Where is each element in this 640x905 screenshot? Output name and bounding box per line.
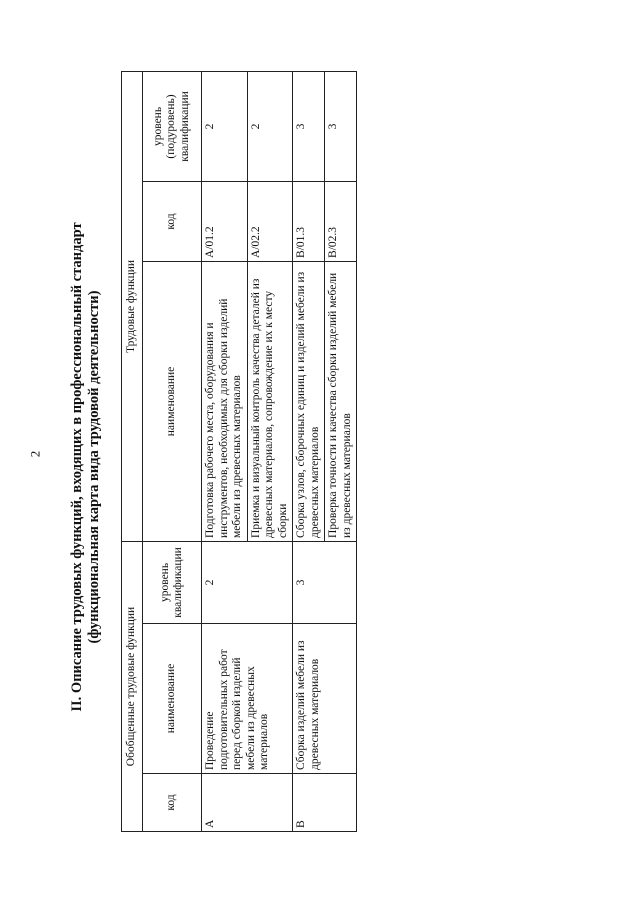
function-level: 3 — [325, 71, 357, 181]
function-code: B/02.3 — [325, 181, 357, 261]
group-name: Сборка изделий мебели из древесных материалов — [293, 624, 357, 774]
function-code: A/02.2 — [247, 181, 293, 261]
group-code: B — [293, 774, 357, 832]
generalized-functions-header: Обобщенные трудовые функции — [122, 541, 143, 831]
function-level: 3 — [293, 71, 325, 181]
page-number: 2 — [27, 450, 43, 458]
group-level: 2 — [202, 541, 293, 623]
function-code: B/01.3 — [293, 181, 325, 261]
table-row — [202, 71, 248, 831]
function-code: A/01.2 — [202, 181, 248, 261]
rotated-page-content — [65, 72, 575, 862]
section-title-line-2: (функциональная карта вида трудовой деятельности) — [86, 290, 102, 644]
group-name: Проведение подготовительных работ перед сборкой изделий мебели из древесных материалов — [202, 624, 293, 774]
function-name: Проверка точности и качества сборки изделий мебели из древесных материалов — [325, 261, 357, 541]
function-level: 2 — [247, 71, 293, 181]
section-title — [69, 72, 121, 862]
group-code: A — [202, 774, 293, 832]
column-header-function-level: уровень (подуровень) квалификации — [143, 71, 202, 181]
function-name: Подготовка рабочего места, оборудования и инструментов, необходимых для сборки изделий мебели из древесных материалов — [202, 261, 248, 541]
functional-map-table — [121, 71, 357, 832]
labor-functions-header: Трудовые функции — [122, 71, 143, 541]
column-header-code: код — [143, 774, 202, 832]
table-row — [293, 71, 325, 831]
function-level: 2 — [202, 71, 248, 181]
column-header-function-code: код — [143, 181, 202, 261]
column-header-level: уровень квалификации — [143, 541, 202, 623]
function-name: Сборка узлов, сборочных единиц и изделий мебели из древесных материалов — [293, 261, 325, 541]
group-level: 3 — [293, 541, 357, 623]
column-header-function-name: наименование — [143, 261, 202, 541]
column-header-name: наименование — [143, 624, 202, 774]
function-name: Приемка и визуальный контроль качества деталей из древесных материалов, сопровождение их к месту сборки — [247, 261, 293, 541]
section-title-line-1: II. Описание трудовых функций, входящих в профессиональный стандарт — [69, 222, 85, 712]
